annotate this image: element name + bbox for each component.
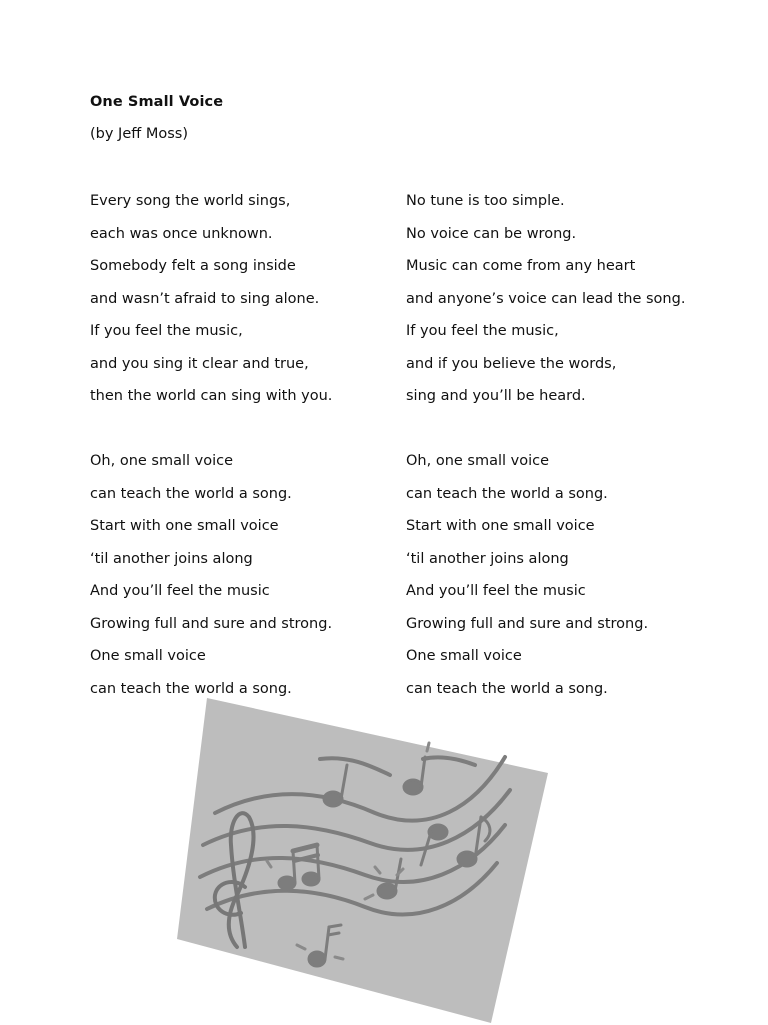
song-title: One Small Voice [90,94,224,110]
lyric-line: sing and you’ll be heard. [406,388,586,404]
lyric-line: can teach the world a song. [406,485,608,502]
lyrics-column-left [90,191,420,711]
lyric-line: Oh, one small voice [406,453,550,469]
lyric-line: If you feel the music, [406,323,559,339]
lyric-line: ‘til another joins along [90,550,253,567]
lyric-line: And you’ll feel the music [406,583,586,599]
lyric-line: One small voice [406,648,522,664]
lyric-line: ‘til another joins along [406,550,569,567]
lyric-line: If you feel the music, [90,323,243,339]
lyric-line: No tune is too simple. [406,193,565,209]
lyric-line: Growing full and sure and strong. [90,615,333,632]
lyric-line: can teach the world a song. [406,680,608,697]
lyric-line: and you sing it clear and true, [90,355,309,372]
lyric-line: can teach the world a song. [90,485,292,502]
lyric-line: each was once unknown. [90,225,273,242]
stanza-chorus-1 [90,451,420,711]
lyric-line: Oh, one small voice [90,453,234,469]
lyric-line: Start with one small voice [406,518,595,534]
lyric-line: One small voice [90,648,206,664]
lyric-line: Music can come from any heart [406,258,636,274]
lyric-line: Start with one small voice [90,518,279,534]
lyric-line: No voice can be wrong. [406,225,577,242]
lyric-line: Growing full and sure and strong. [406,615,649,632]
lyric-line: And you’ll feel the music [90,583,270,599]
lyric-line: Every song the world sings, [90,193,291,209]
lyric-line: and if you believe the words, [406,355,617,372]
lyrics-column-right [406,191,736,711]
music-notes-clipart-icon [175,695,550,1025]
lyric-line: Somebody felt a song inside [90,258,296,274]
stanza-verse-2 [406,191,736,419]
stanza-chorus-2 [406,451,736,711]
stanza-verse-1 [90,191,420,419]
lyric-line: then the world can sing with you. [90,388,333,404]
lyric-line: and wasn’t afraid to sing alone. [90,290,320,307]
song-byline: (by Jeff Moss) [90,126,188,142]
lyric-line: can teach the world a song. [90,680,292,697]
lyric-line: and anyone’s voice can lead the song. [406,290,686,307]
